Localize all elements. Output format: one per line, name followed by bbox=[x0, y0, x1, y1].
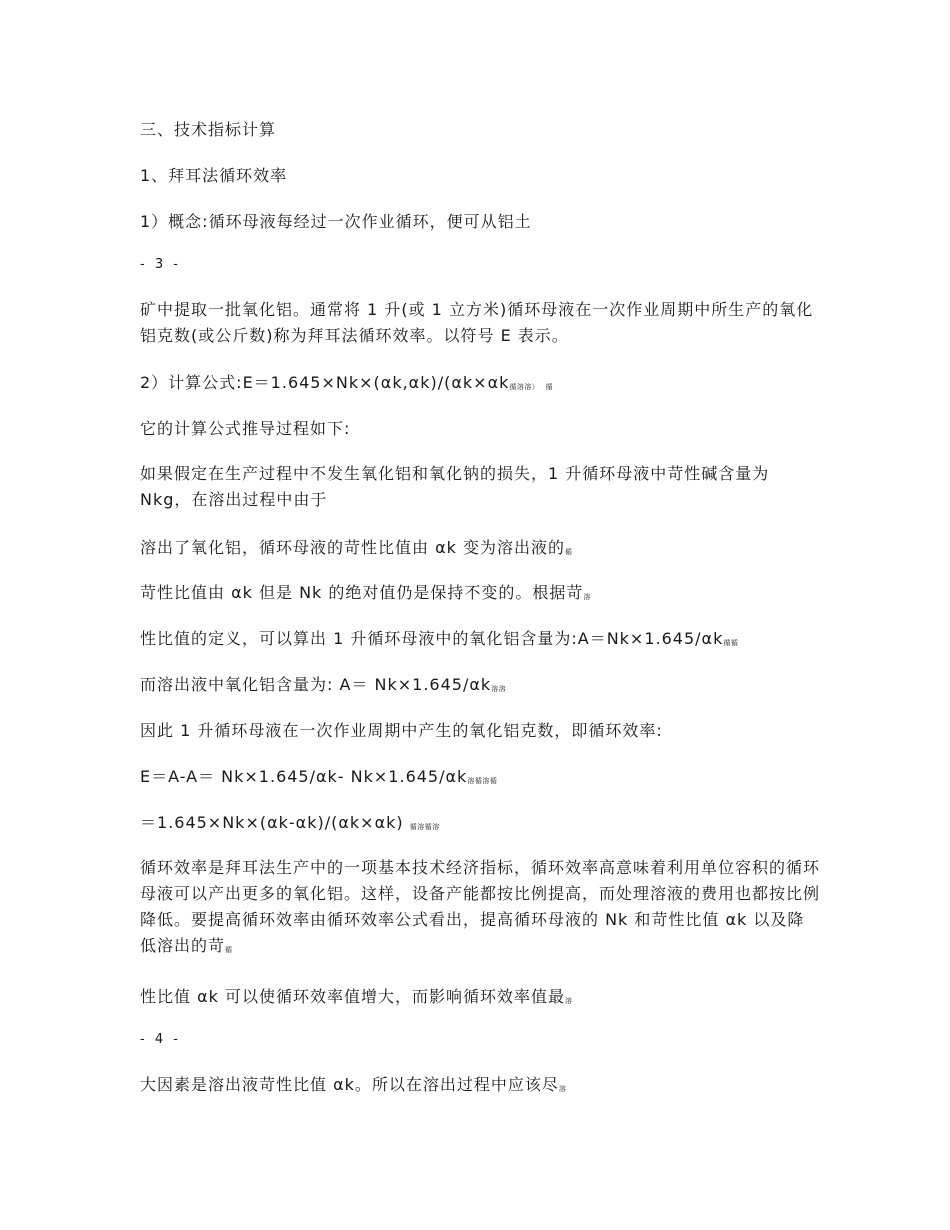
factor-line bbox=[140, 984, 820, 1014]
page-number-3: - 3 - bbox=[140, 257, 181, 272]
formula-main bbox=[140, 370, 820, 400]
factor-text: 性比值 αk 可以使循环效率值增大，而影响循环效率值最 bbox=[140, 987, 565, 1006]
solution-alumina-subscript: 溶溶 bbox=[491, 685, 507, 693]
section-title: 三、技术指标计算 bbox=[140, 120, 277, 139]
formula-expand-1-subscript: 溶循溶循 bbox=[467, 777, 498, 785]
formula-main-text: 2）计算公式:E＝1.645×Nk×(αk,αk)/(αk×αk bbox=[140, 373, 510, 392]
concept-line: 1）概念:循环母液每经过一次作业循环，便可从铝土 bbox=[140, 212, 532, 231]
definition-calc-text: 性比值的定义，可以算出 1 升循环母液中的氧化铝含量为:A＝Nk×1.645/αk bbox=[140, 629, 724, 648]
significance-subscript: 循 bbox=[225, 946, 233, 954]
formula-expand-1 bbox=[140, 764, 820, 794]
efficiency-intro-line: 因此 1 升循环母液在一次作业周期中产生的氧化铝克数，即循环效率: bbox=[140, 721, 663, 740]
formula-main-subscript-2: 循 bbox=[545, 383, 553, 391]
formula-expand-2 bbox=[140, 810, 820, 840]
definition-calc-line bbox=[140, 626, 820, 656]
solution-alumina-line bbox=[140, 672, 820, 702]
ratio-change-line bbox=[140, 535, 820, 565]
derivation-intro: 它的计算公式推导过程如下: bbox=[140, 419, 351, 438]
significance-text: 循环效率是拜耳法生产中的一项基本技术经济指标，循环效率高意味着利用单位容积的循环母液可以产出更多的氧化铝。这样，设备产能都按比例提高，而处理溶液的费用也都按比例降低。要提高循环效率由循环效率公式看出，提高循环母液的 Nk 和苛性比值 αk 以及降低溶出的苛 bbox=[140, 858, 821, 955]
factor-subscript: 溶 bbox=[565, 997, 573, 1005]
final-line bbox=[140, 1072, 820, 1102]
definition-paragraph: 矿中提取一批氧化铝。通常将 1 升(或 1 立方米)循环母液在一次作业周期中所生产的氧化铝克数(或公斤数)称为拜耳法循环效率。以符号 E 表示。 bbox=[140, 300, 814, 345]
ratio-change-text: 溶出了氧化铝，循环母液的苛性比值由 αk 变为溶出液的 bbox=[140, 538, 565, 557]
formula-expand-2-text: ＝1.645×Nk×(αk-αk)/(αk×αk) bbox=[140, 813, 404, 832]
ratio-constant-line bbox=[140, 580, 820, 610]
ratio-change-subscript: 循 bbox=[565, 548, 573, 556]
significance-paragraph bbox=[140, 855, 820, 963]
final-text: 大因素是溶出液苛性比值 αk。所以在溶出过程中应该尽 bbox=[140, 1075, 559, 1094]
page-number-4: - 4 - bbox=[140, 1032, 181, 1047]
subsection-title: 1、拜耳法循环效率 bbox=[140, 166, 288, 185]
final-subscript: 溶 bbox=[558, 1085, 567, 1093]
solution-alumina-text: 而溶出液中氧化铝含量为: A＝ Nk×1.645/αk bbox=[140, 675, 492, 694]
formula-expand-2-subscript: 循溶循溶 bbox=[409, 823, 440, 831]
assumption-paragraph: 如果假定在生产过程中不发生氧化铝和氧化钠的损失，1 升循环母液中苛性碱含量为 Nkg，在溶出过程中由于 bbox=[140, 464, 770, 509]
formula-main-subscript: 循溶溶） bbox=[509, 383, 540, 391]
definition-calc-subscript: 循循 bbox=[723, 639, 739, 647]
ratio-constant-subscript: 溶 bbox=[583, 593, 591, 601]
formula-expand-1-text: E＝A-A＝ Nk×1.645/αk- Nk×1.645/αk bbox=[140, 767, 468, 786]
ratio-constant-text: 苛性比值由 αk 但是 Nk 的绝对值仍是保持不变的。根据苛 bbox=[140, 583, 584, 602]
